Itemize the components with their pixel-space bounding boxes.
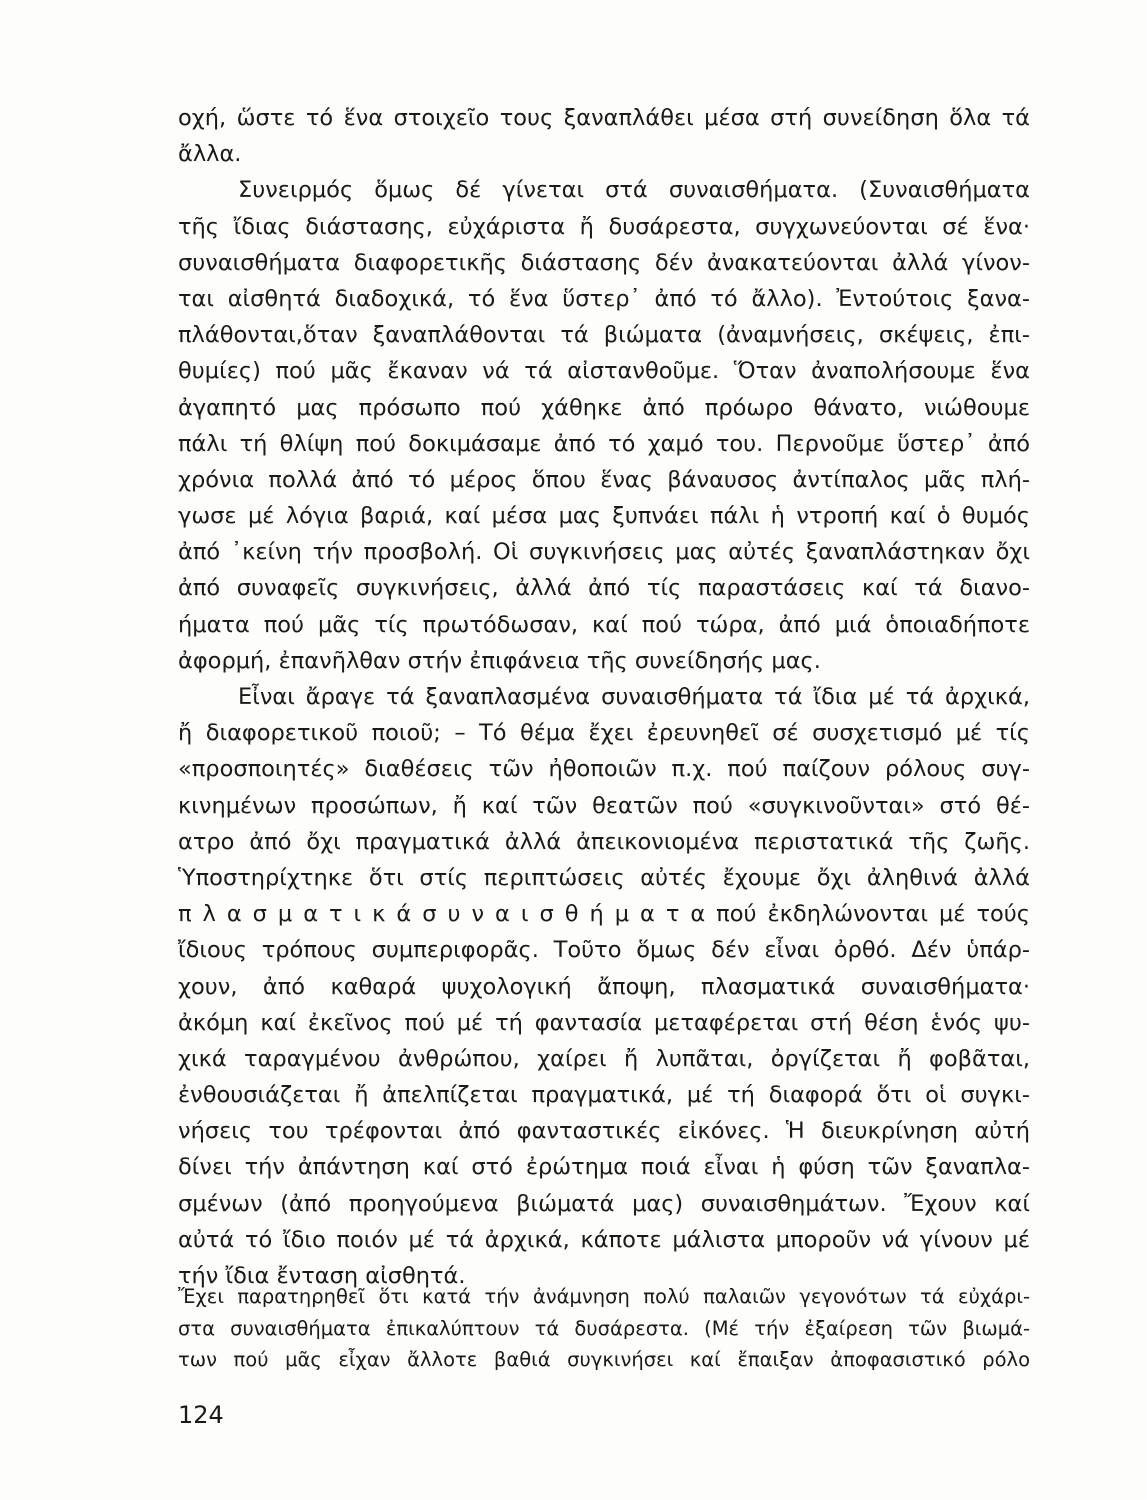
body-text-line: ἀπό ᾽κείνη τήν προσβολή. Οἱ συγκινήσεις μας αὐτές ξαναπλάστηκαν ὄχι: [178, 539, 1030, 566]
page-number: 124: [178, 1401, 224, 1429]
body-text-line: ήματα πού μᾶς τίς πρωτόδωσαν, καί πού τώρα, ἀπό μιά ὁποιαδήποτε: [178, 611, 1030, 638]
body-text-line: νήσεις του τρέφονται ἀπό φανταστικές εἰκόνες. Ἡ διευκρίνηση αὐτή: [178, 1118, 1030, 1145]
body-text-line: ἐνθουσιάζεται ἤ ἀπελπίζεται πραγματικά, μέ τή διαφορά ὅτι οἱ συγκι-: [178, 1082, 1030, 1109]
body-text-line: ἀκόμη καί ἐκεῖνος πού μέ τή φαντασία μεταφέρεται στή θέση ἑνός ψυ-: [178, 1009, 1030, 1036]
body-text-line: Ὑποστηρίχτηκε ὅτι στίς περιπτώσεις αὐτές ἔχουμε ὄχι ἀληθινά ἀλλά: [178, 864, 1030, 891]
body-text-line: κινημένων προσώπων, ἤ καί τῶν θεατῶν πού «συγκινοῦνται» στό θέ-: [178, 792, 1030, 819]
body-text-line: σμένων (ἀπό προηγούμενα βιώματά μας) συναισθημάτων. Ἔχουν καί: [178, 1190, 1030, 1217]
body-text-line: τῆς ἴδιας διάστασης, εὐχάριστα ἤ δυσάρεστα, συγχωνεύονται σέ ἕνα·: [178, 213, 1030, 240]
footnote-text: [178, 1281, 1030, 1376]
body-text-line: Συνειρμός ὅμως δέ γίνεται στά συναισθήματα. (Συναισθήματα: [238, 177, 1030, 204]
body-text-line: ἴδιους τρόπους συμπεριφορᾶς. Τοῦτο ὅμως δέν εἶναι ὀρθό. Δέν ὑπάρ-: [178, 937, 1030, 964]
body-text-line: γωσε μέ λόγια βαριά, καί μέσα μας ξυπνάει πάλι ἡ ντροπή καί ὁ θυμός: [178, 503, 1030, 530]
body-text-line: ται αἰσθητά διαδοχικά, τό ἕνα ὕστερ᾽ ἀπό τό ἄλλο). Ἐντούτοις ξανα-: [178, 285, 1030, 312]
body-text-line: ἄλλα.: [178, 141, 242, 168]
body-text-line: ἀφορμή, ἐπανῆλθαν στήν ἐπιφάνεια τῆς συνείδησής μας.: [178, 647, 821, 674]
footnote-line: των πού μᾶς εἶχαν ἄλλοτε βαθιά συγκινήσει καί ἔπαιξαν ἀποφασιστικό ρόλο: [178, 1348, 1030, 1371]
main-body-text: [178, 100, 1030, 1294]
body-text-line: δίνει τήν ἀπάντηση καί στό ἐρώτημα ποιά εἶναι ἡ φύση τῶν ξαναπλα-: [178, 1154, 1030, 1181]
body-text-line: χικά ταραγμένου ἀνθρώπου, χαίρει ἤ λυπᾶται, ὀργίζεται ἤ φοβᾶται,: [178, 1045, 1030, 1072]
body-text-line: ἀπό συναφεῖς συγκινήσεις, ἀλλά ἀπό τίς παραστάσεις καί τά διανο-: [178, 575, 1030, 602]
body-text-line: χρόνια πολλά ἀπό τό μέρος ὅπου ἕνας βάναυσος ἀντίπαλος μᾶς πλή-: [178, 466, 1030, 493]
body-text-line: τήν ἴδια ἔνταση αἰσθητά.: [178, 1263, 466, 1289]
body-text-line: θυμίες) πού μᾶς ἔκαναν νά τά αἰστανθοῦμε. Ὅταν ἀναπολήσουμε ἕνα: [178, 358, 1030, 385]
body-text-line: ἀγαπητό μας πρόσωπο πού χάθηκε ἀπό πρόωρο θάνατο, νιώθουμε: [178, 394, 1030, 421]
body-text-line: συναισθήματα διαφορετικῆς διάστασης δέν ἀνακατεύονται ἀλλά γίνον-: [178, 249, 1030, 276]
body-text-line: πλάθονται,ὅταν ξαναπλάθονται τά βιώματα (ἀναμνήσεις, σκέψεις, ἐπι-: [178, 322, 1030, 349]
body-text-line: Εἶναι ἄραγε τά ξαναπλασμένα συναισθήματα τά ἴδια μέ τά ἀρχικά,: [238, 684, 1030, 710]
footnote-line: Ἔχει παρατηρηθεῖ ὅτι κατά τήν ἀνάμνηση πολύ παλαιῶν γεγονότων τά εὐχάρι-: [178, 1285, 1030, 1308]
body-text-line: π λ α σ μ α τ ι κ ά σ υ ν α ι σ θ ή μ α τ α πού ἐκδηλώνονται μέ τούς: [178, 901, 1030, 928]
body-text-line: ἤ διαφορετικοῦ ποιοῦ; – Τό θέμα ἔχει ἐρευνηθεῖ σέ συσχετισμό μέ τίς: [178, 720, 1030, 747]
body-text-line: αὐτά τό ἴδιο ποιόν μέ τά ἀρχικά, κάποτε μάλιστα μποροῦν νά γίνουν μέ: [178, 1226, 1030, 1253]
body-text-line: ατρο ἀπό ὄχι πραγματικά ἀλλά ἀπεικονιομένα περιστατικά τῆς ζωῆς.: [178, 828, 1030, 855]
footnote-line: στα συναισθήματα ἐπικαλύπτουν τά δυσάρεστα. (Μέ τήν ἐξαίρεση τῶν βιωμά-: [178, 1316, 1030, 1340]
body-text-line: «προσποιητές» διαθέσεις τῶν ἠθοποιῶν π.χ. πού παίζουν ρόλους συγ-: [178, 756, 1030, 783]
body-text-line: χουν, ἀπό καθαρά ψυχολογική ἄποψη, πλασματικά συναισθήματα·: [178, 973, 1030, 1000]
body-text-line: οχή, ὥστε τό ἕνα στοιχεῖο τους ξαναπλάθει μέσα στή συνείδηση ὅλα τά: [178, 105, 1030, 131]
body-text-line: πάλι τή θλίψη πού δοκιμάσαμε ἀπό τό χαμό του. Περνοῦμε ὕστερ᾽ ἀπό: [178, 430, 1030, 457]
